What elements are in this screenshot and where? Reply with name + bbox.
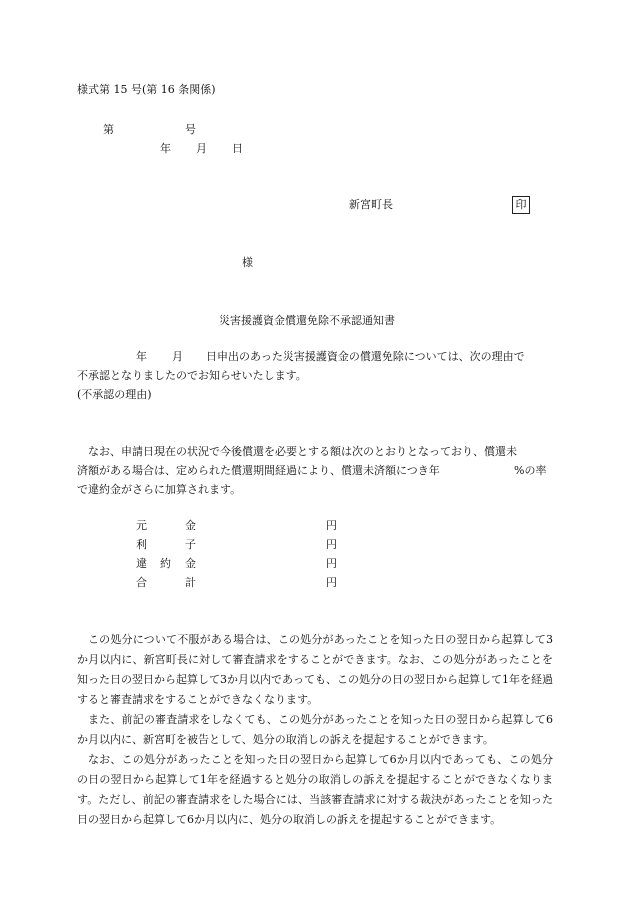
document-title: 災害援護資金償還免除不承認通知書	[219, 314, 395, 327]
amount-label: 金	[185, 557, 196, 570]
amount-row-total	[0, 575, 630, 593]
amount-unit: 円	[326, 519, 337, 532]
number-prefix: 第	[103, 123, 114, 136]
number-suffix: 号	[185, 123, 196, 136]
appeal-paragraph-1: この処分について不服がある場合は、この処分があったことを知った日の翌日から起算して3か月以内に、新宮町長に対して審査請求をすることができます。なお、この処分があったことを知った日の翌日から起算して3か月以内であっても、この処分の日の翌日から起算して1年を経過すると審査請求をすることができなくなります。	[77, 633, 553, 706]
addressee-suffix: 様	[242, 256, 253, 269]
date-month: 月	[196, 142, 207, 155]
reason-label: (不承認の理由)	[77, 388, 152, 401]
intro-month: 月	[172, 350, 183, 363]
notice-rate: %の率	[514, 464, 547, 477]
appeal-paragraph-3: なお、この処分があったことを知った日の翌日から起算して6か月以内であっても、この処分の日の翌日から起算して1年を経過すると処分の取消しの訴えを提起することができなくなります。ただし、前記の審査請求をした場合には、当該審査請求に対する裁決があったことを知った日の翌日から起算して6か月以内に、処分の取消しの訴えを提起することができます。	[77, 753, 553, 826]
appeal-paragraph-2: また、前記の審査請求をしなくても、この処分があったことを知った日の翌日から起算して6か月以内に、新宮町を被告として、処分の取消しの訴えを提起することができます。	[77, 713, 553, 746]
notice-line2: 済額がある場合は、定められた償還期間経過により、償還未済額につき年	[77, 464, 440, 477]
date-year: 年	[160, 142, 171, 155]
intro-year: 年	[136, 350, 147, 363]
amount-label: 金	[185, 519, 196, 532]
amount-label: 子	[185, 538, 196, 551]
amount-label: 合	[136, 576, 147, 589]
form-header: 様式第 15 号(第 16 条関係)	[77, 83, 216, 96]
amount-label: 利	[136, 538, 147, 551]
amount-unit: 円	[326, 576, 337, 589]
amount-label: 計	[185, 576, 196, 589]
seal-mark: 印	[512, 196, 530, 214]
notice-line1: なお、申請日現在の状況で今後償還を必要とする額は次のとおりとなっており、償還未	[88, 445, 517, 458]
amount-row-interest	[0, 537, 630, 555]
amount-unit: 円	[326, 538, 337, 551]
amount-row-penalty	[0, 556, 630, 574]
amount-label: 元	[136, 519, 147, 532]
amount-label: 約	[160, 557, 171, 570]
amount-unit: 円	[326, 557, 337, 570]
intro-text-line1: 日申出のあった災害援護資金の償還免除については、次の理由で	[206, 350, 525, 363]
amount-label: 違	[136, 557, 147, 570]
amount-row-principal	[0, 518, 630, 536]
notice-line3: で違約金がさらに加算されます。	[77, 483, 242, 496]
issuer-name: 新宮町長	[349, 198, 393, 211]
intro-text-line2: 不承認となりましたのでお知らせいたします。	[77, 369, 307, 382]
date-day: 日	[232, 142, 243, 155]
